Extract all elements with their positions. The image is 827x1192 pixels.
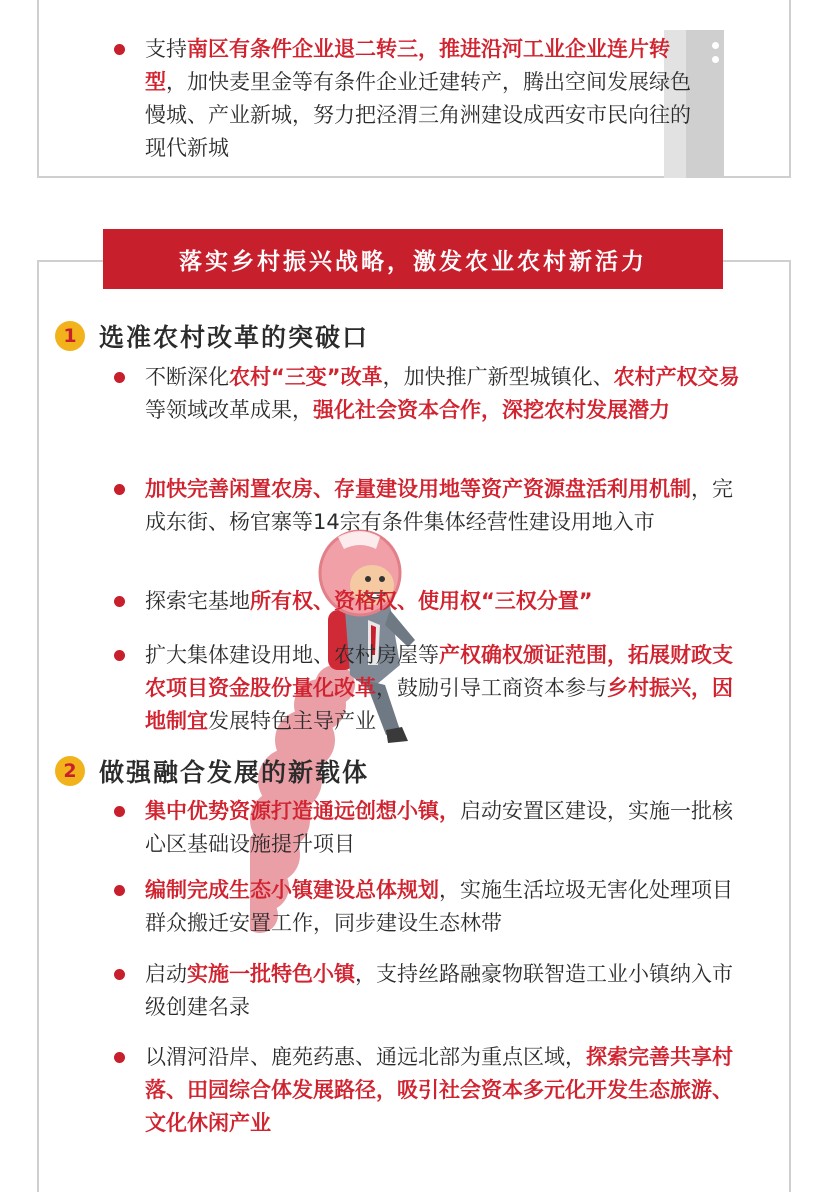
body-text: ，完成东街、杨官寨等14宗有条件集体经营性建设用地入市: [145, 477, 733, 534]
section-title: 选准农村改革的突破口: [99, 323, 370, 352]
highlight-text: 实施一批特色小镇: [187, 962, 355, 986]
list-item: [114, 1041, 745, 1140]
list-item: [114, 639, 745, 738]
highlight-text: 强化社会资本合作，深挖农村发展潜力: [313, 398, 670, 422]
body-text: ，加快推广新型城镇化、: [382, 365, 614, 389]
highlight-text: 加快完善闲置农房、存量建设用地等资产资源盘活利用机制: [145, 477, 691, 501]
body-text: 等领域改革成果，: [145, 398, 313, 422]
highlight-text: 南区有条件企业退二转三，推进沿河工业企业连片转型: [145, 37, 670, 94]
highlight-text: 农村“三变”改革: [229, 365, 383, 389]
decorative-dot: [712, 42, 719, 49]
list-item: [114, 585, 745, 618]
banner-title: 落实乡村振兴战略，激发农业农村新活力: [179, 248, 647, 275]
list-item: [114, 795, 745, 861]
section-heading-2: [55, 753, 369, 789]
body-text: 扩大集体建设用地、农村房屋等: [145, 643, 439, 667]
list-item: [114, 473, 745, 539]
decorative-dot: [712, 56, 719, 63]
section-banner: [103, 229, 723, 289]
list-item: [114, 874, 745, 940]
body-text: 不断深化: [145, 365, 229, 389]
body-text: ，加快麦里金等有条件企业迁建转产，腾出空间发展绿色慢城、产业新城，努力把泾渭三角洲建设成西安市民向往的现代新城: [145, 70, 691, 160]
highlight-text: 所有权、资格权、使用权“三权分置”: [250, 589, 593, 613]
highlight-text: 编制完成生态小镇建设总体规划: [145, 878, 439, 902]
top-bullet: [114, 33, 705, 165]
body-text: 支持: [145, 37, 187, 61]
section-title: 做强融合发展的新载体: [99, 758, 370, 787]
body-text: ，实施生活垃圾无害化处理项目群众搬迁安置工作，同步建设生态林带: [145, 878, 733, 935]
highlight-text: 农村产权交易: [613, 365, 740, 389]
body-text: 启动: [145, 962, 187, 986]
body-text: 发展特色主导产业: [208, 709, 376, 733]
section-number-badge: 2: [55, 756, 85, 786]
section-number-badge: 1: [55, 321, 85, 351]
list-item: [114, 958, 745, 1024]
body-text: 探索宅基地: [145, 589, 250, 613]
highlight-text: 探索完善共享村落、田园综合体发展路径，吸引社会资本多元化开发生态旅游、文化休闲产业: [145, 1045, 733, 1135]
list-item: [114, 361, 745, 427]
body-text: ，支持丝路融豪物联智造工业小镇纳入市级创建名录: [145, 962, 733, 1019]
body-text: 以渭河沿岸、鹿苑药惠、通远北部为重点区域，: [145, 1045, 586, 1069]
highlight-text: 集中优势资源打造通远创想小镇，: [145, 799, 460, 823]
highlight-text: 产权确权颁证范围，拓展财政支农项目资金股份量化改革: [145, 643, 733, 700]
body-text: ，鼓励引导工商资本参与: [376, 676, 607, 700]
body-text: 启动安置区建设，实施一批核心区基础设施提升项目: [145, 799, 733, 856]
section-heading-1: [55, 318, 369, 354]
highlight-text: 乡村振兴，因地制宜: [145, 676, 733, 733]
